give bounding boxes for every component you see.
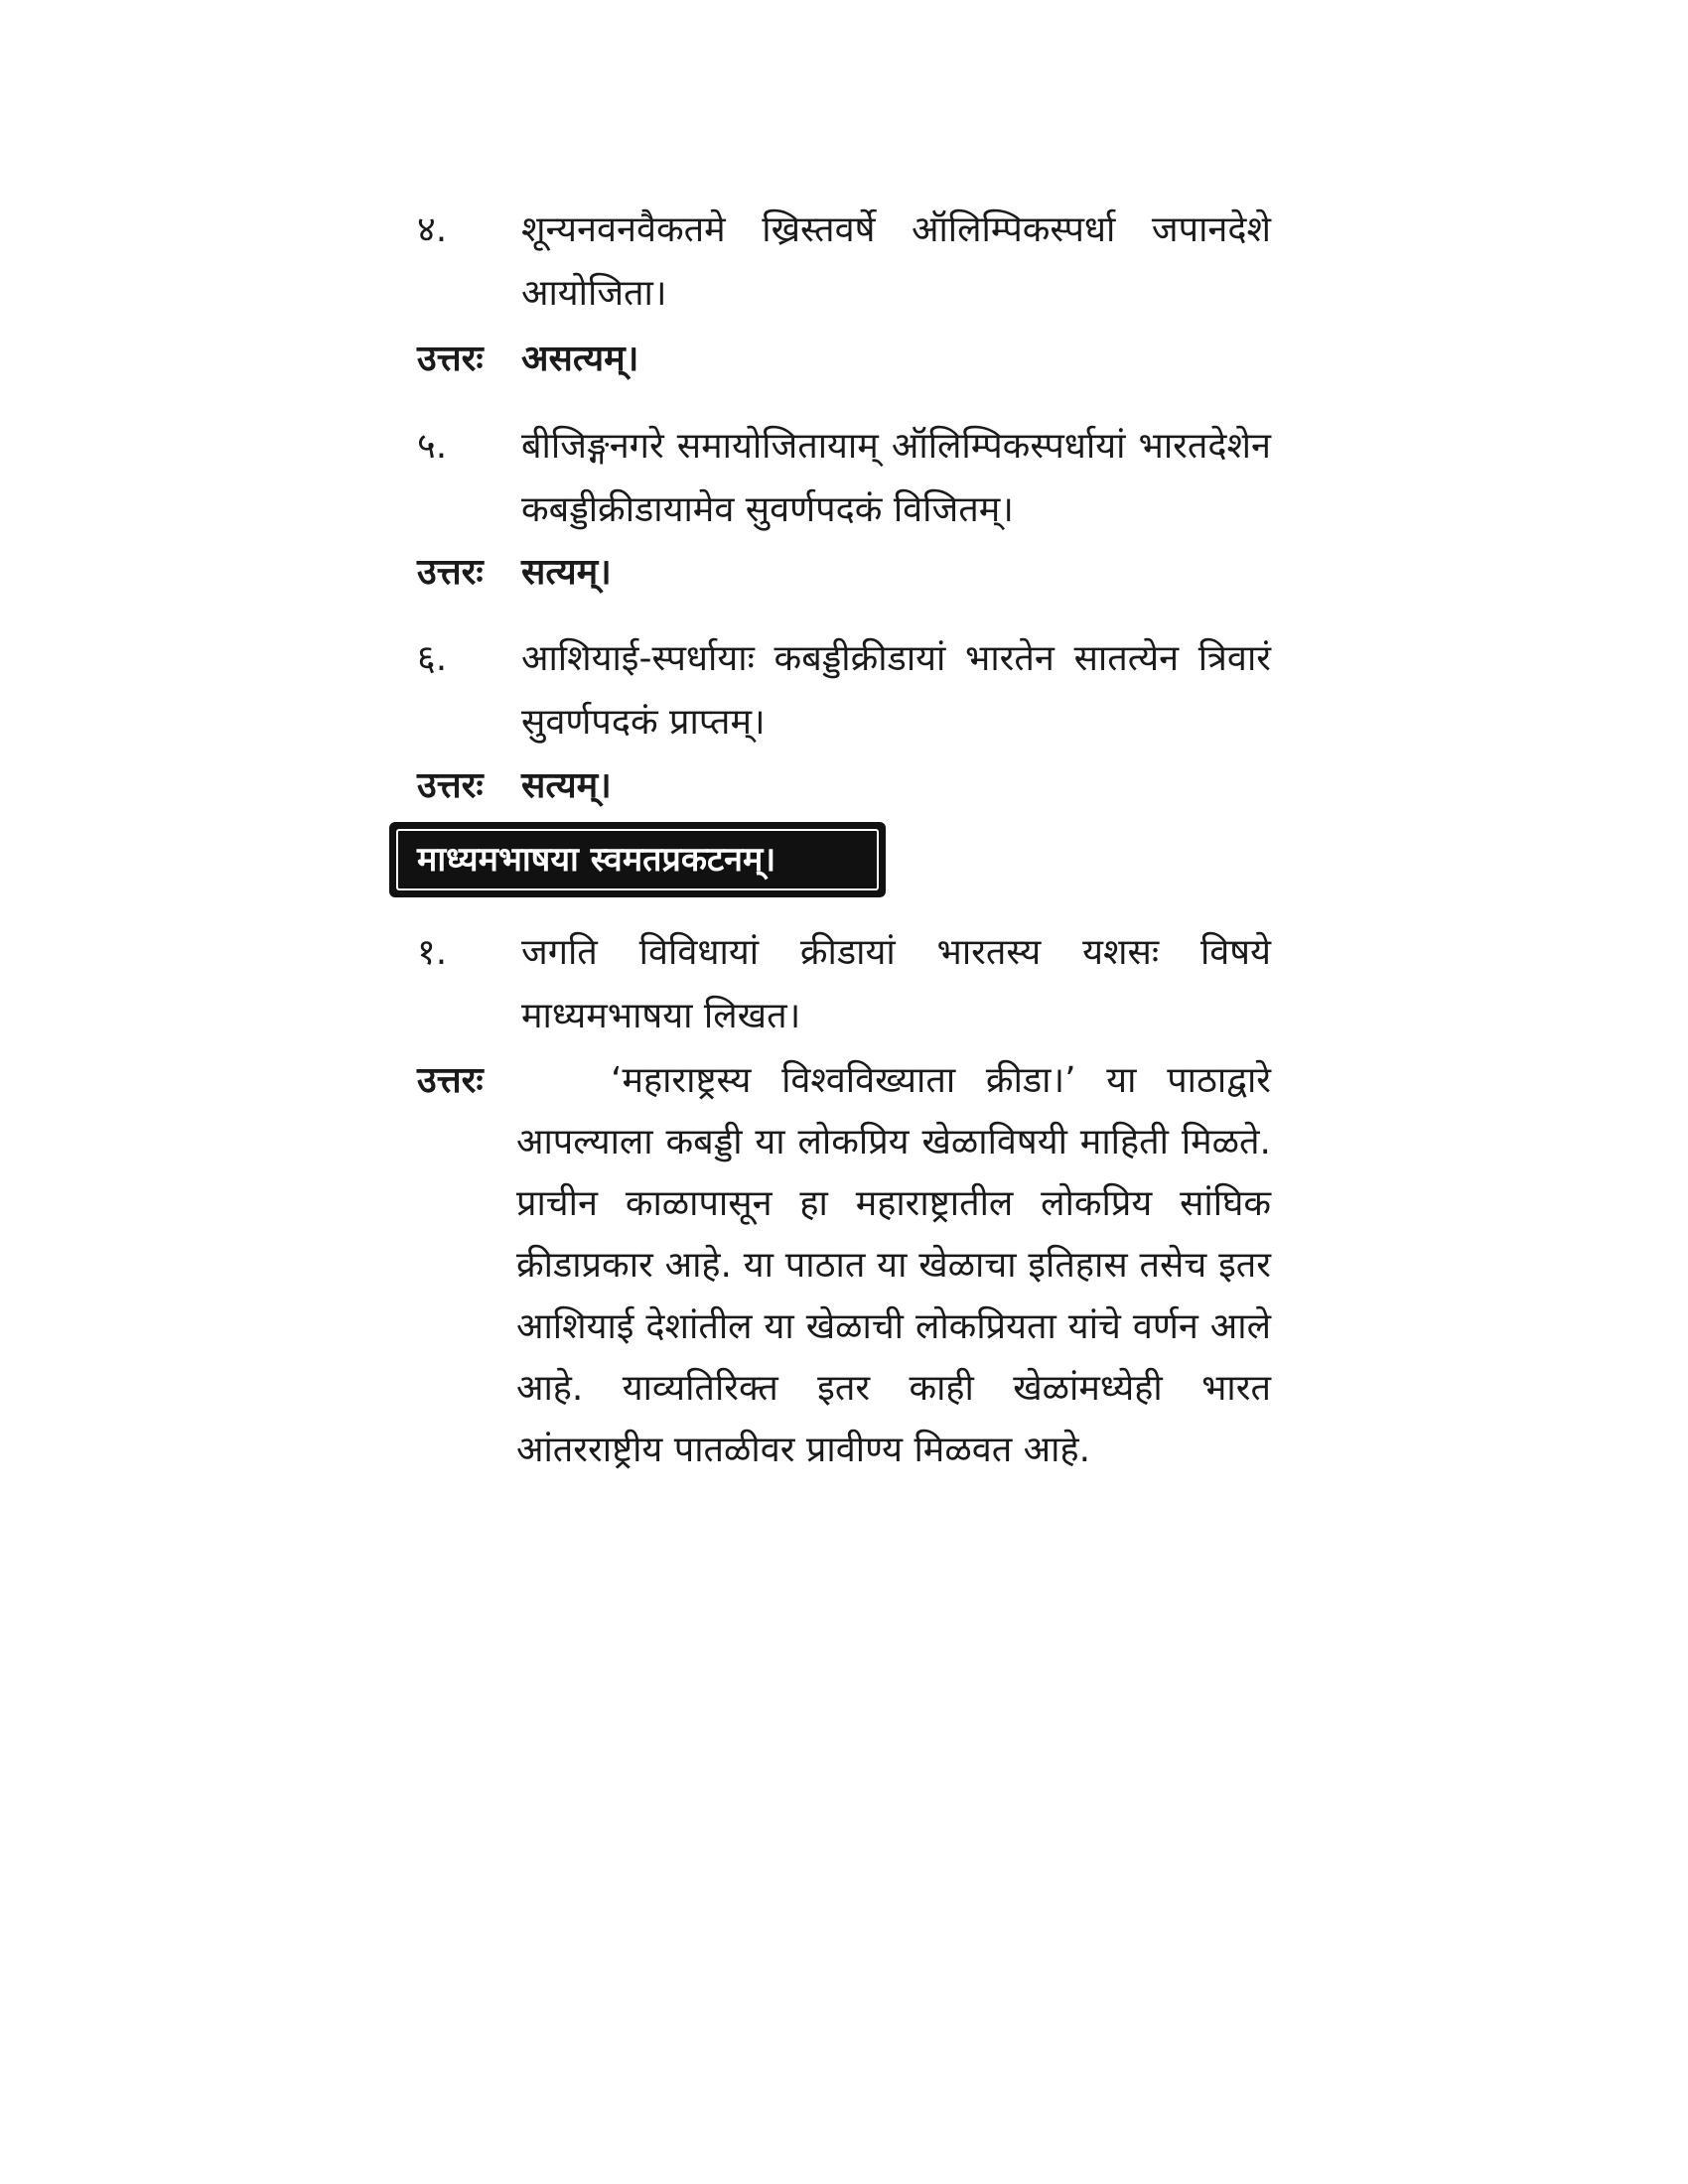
answer-text: असत्यम्। [521, 339, 639, 379]
question-number: १. [417, 932, 448, 973]
question-text: बीजिङ्गनगरे समायोजितायाम् ऑलिम्पिकस्पर्धायां भारतदेशेन कबड्डीक्रीडायामेव सुवर्णपदकं विजितम्। [521, 426, 1271, 530]
answer-label: उत्तरः [417, 1060, 484, 1101]
question-text: शून्यनवनवैकतमे ख्रिस्तवर्षे ऑलिम्पिकस्पर्धा जपानदेशे आयोजिता। [521, 209, 1271, 314]
question-text: जगति विविधायां क्रीडायां भारतस्य यशसः विषये माध्यमभाषया लिखत। [521, 932, 1271, 1036]
question-number: ५. [417, 426, 448, 467]
answer-line [417, 328, 1271, 391]
section-heading-text: माध्यमभाषया स्वमतप्रकटनम्। [417, 840, 776, 880]
section-answer [417, 1050, 1271, 1481]
question-item [417, 415, 1271, 542]
section-heading [389, 822, 886, 897]
question-number: ६. [417, 638, 448, 679]
question-number: ४. [417, 209, 448, 250]
answer-label: उत्तरः [417, 339, 484, 379]
answer-line [417, 541, 1271, 605]
answer-label: उत्तरः [417, 552, 484, 593]
section-question [417, 921, 1271, 1048]
answer-label: उत्तरः [417, 765, 484, 806]
answer-paragraph: ‘महाराष्ट्रस्य विश्वविख्याता क्रीडा।’ या पाठाद्वारे आपल्याला कबड्डी या लोकप्रिय खेळाविषयी माहिती मिळते. प्राचीन काळापासून हा महाराष्ट्रातील लोकप्रिय सांघिक क्रीडाप्रकार आहे. या पाठात या खेळाचा इतिहास तसेच इतर आशियाई देशांतील या खेळाची लोकप्रियता यांचे वर्णन आले आहे. याव्यतिरिक्त इतर काही खेळांमध्येही भारत आंतरराष्ट्रीय पातळीवर प्रावीण्य मिळवत आहे. [516, 1060, 1271, 1470]
answer-text: सत्यम्। [521, 765, 612, 806]
question-item [417, 627, 1271, 754]
answer-text: सत्यम्। [521, 552, 612, 593]
answer-line [417, 754, 1271, 818]
question-item [417, 199, 1271, 326]
question-text: आशियाई-स्पर्धायाः कबड्डीक्रीडायां भारतेन सातत्येन त्रिवारं सुवर्णपदकं प्राप्तम्। [521, 638, 1271, 743]
